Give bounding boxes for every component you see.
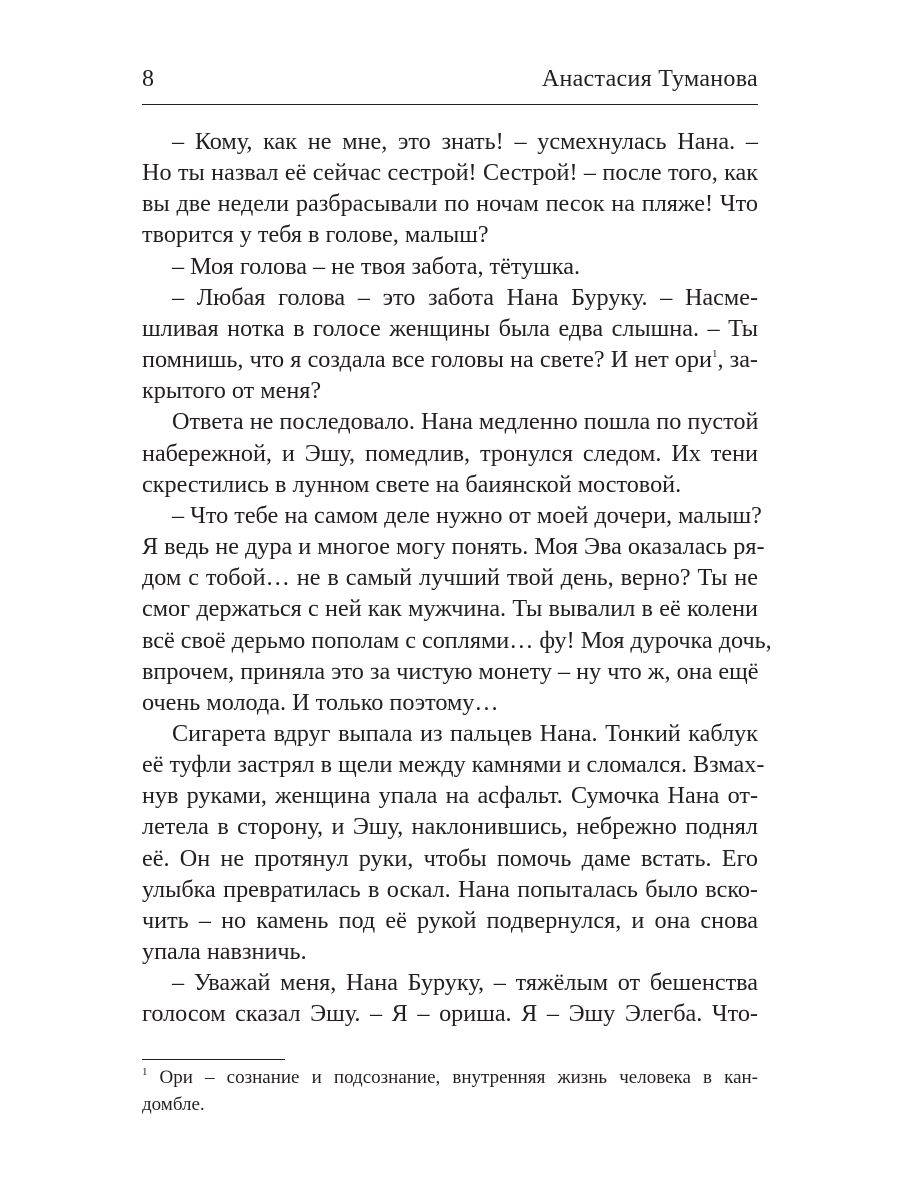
paragraph — [142, 967, 758, 1029]
body-text — [142, 126, 772, 1030]
text-segment: , за- — [717, 346, 758, 374]
paragraph — [142, 282, 758, 407]
text-line: Ответа не последовало. Нана медленно пошла по пустой — [172, 408, 759, 436]
book-page — [142, 0, 772, 1200]
text-line: Сигарета вдруг выпала из пальцев Нана. Тонкий каблук — [172, 719, 758, 747]
text-line: упала навзничь. — [142, 938, 307, 966]
text-line: очень молода. И только поэтому… — [142, 688, 499, 716]
paragraph — [142, 251, 758, 282]
text-line: чить – но камень под её рукой подвернулся, и она снова — [142, 906, 758, 934]
text-line: – Что тебе на самом деле нужно от моей дочери, малыш? — [172, 501, 762, 529]
text-line: летела в сторону, и Эшу, наклонившись, небрежно поднял — [142, 813, 758, 841]
footnote — [142, 1064, 758, 1118]
footnote-text: Ори – сознание и подсознание, внутренняя жизнь человека в кан- — [159, 1067, 758, 1088]
footnote-rule — [142, 1059, 285, 1060]
text-line: – Уважай меня, Нана Буруку, – тяжёлым от бешенства — [172, 969, 758, 997]
text-line: Я ведь не дура и многое могу понять. Моя Эва оказалась ря- — [142, 533, 765, 561]
text-line: крытого от меня? — [142, 377, 322, 405]
text-line-with-footnote — [142, 344, 758, 375]
author-name: Анастасия Туманова — [541, 66, 758, 92]
footnote-line — [142, 1064, 758, 1091]
text-line: вы две недели разбрасывали по ночам песок на пляже! Что — [142, 190, 758, 218]
text-line: скрестились в лунном свете на баиянской мостовой. — [142, 470, 682, 498]
text-line: впрочем, приняла это за чистую монету – ну что ж, она ещё — [142, 657, 759, 685]
running-head — [142, 66, 758, 100]
page-number: 8 — [142, 66, 155, 92]
paragraph — [142, 406, 758, 499]
text-line: улыбка превратилась в оскал. Нана попыталась было вско- — [142, 875, 758, 903]
text-line: творится у тебя в голове, малыш? — [142, 221, 489, 249]
footnote-reference[interactable]: 1 — [711, 348, 718, 361]
paragraph — [142, 126, 758, 251]
text-segment: помнишь, что я создала все головы на свете? И нет ори — [142, 346, 712, 374]
text-line: её туфли застрял в щели между камнями и сломался. Взмах- — [142, 751, 765, 779]
text-line: дом с тобой… не в самый лучший твой день, верно? Ты не — [142, 564, 758, 592]
text-line: набережной, и Эшу, помедлив, тронулся следом. Их тени — [142, 439, 758, 467]
header-rule — [142, 104, 758, 105]
text-line: нув руками, женщина упала на асфальт. Сумочка Нана от- — [142, 782, 758, 810]
paragraph — [142, 500, 772, 718]
text-line: – Любая голова – это забота Нана Буруку. – Насме- — [172, 283, 758, 311]
text-line: смог держаться с ней как мужчина. Ты вывалил в её колени — [142, 595, 758, 623]
paragraph — [142, 718, 765, 967]
text-line: – Моя голова – не твоя забота, тётушка. — [172, 252, 580, 280]
text-line: голосом сказал Эшу. – Я – ориша. Я – Эшу Элегба. Что- — [142, 1000, 758, 1028]
text-line: всё своё дерьмо пополам с соплями… фу! Моя дурочка дочь, — [142, 626, 772, 654]
text-line: шливая нотка в голосе женщины была едва слышна. – Ты — [142, 314, 758, 342]
text-line: Но ты назвал её сейчас сестрой! Сестрой! – после того, как — [142, 159, 758, 187]
text-line: её. Он не протянул руки, чтобы помочь даме встать. Его — [142, 844, 758, 872]
text-line: – Кому, как не мне, это знать! – усмехнулась Нана. – — [172, 128, 758, 155]
footnote-mark: 1 — [142, 1066, 148, 1078]
footnote-line: домбле. — [142, 1094, 205, 1115]
